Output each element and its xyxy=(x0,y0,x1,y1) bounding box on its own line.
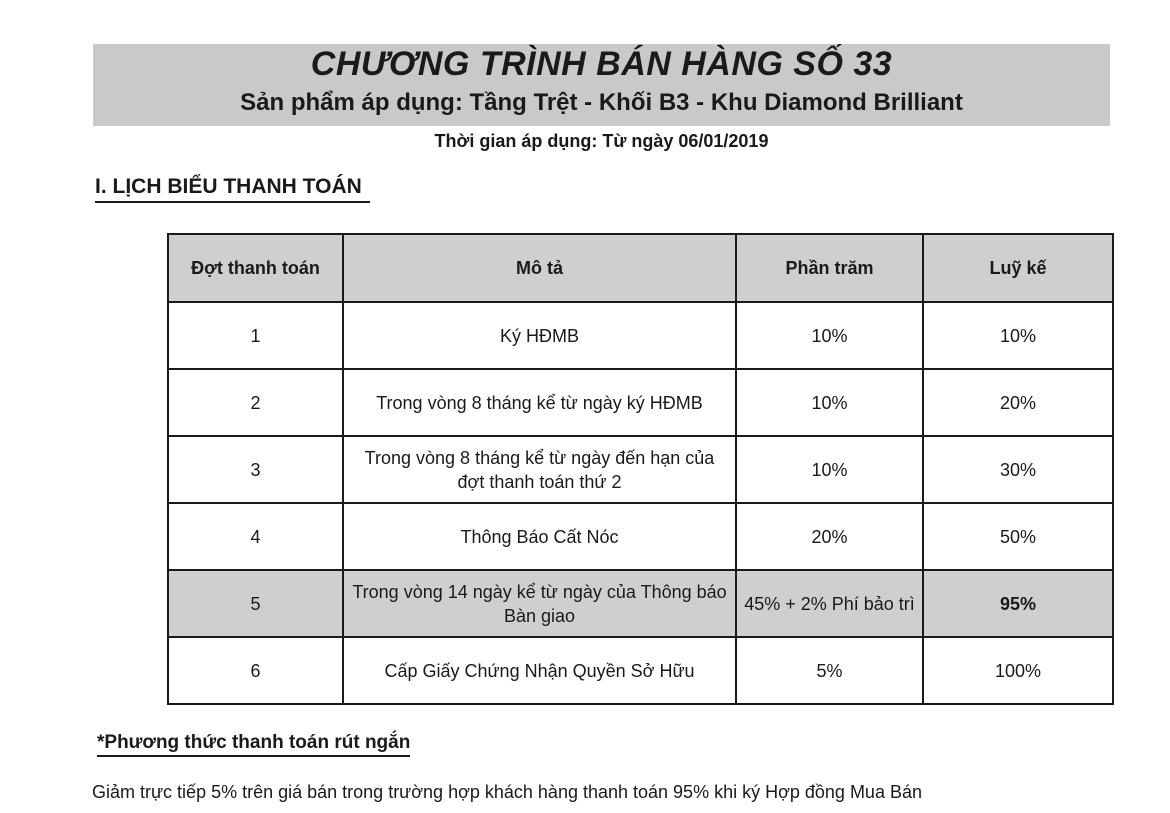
cell-description: Cấp Giấy Chứng Nhận Quyền Sở Hữu xyxy=(343,637,736,704)
cell-installment: 5 xyxy=(168,570,343,637)
document-title: CHƯƠNG TRÌNH BÁN HÀNG SỐ 33 xyxy=(310,45,893,83)
application-period: Thời gian áp dụng: Từ ngày 06/01/2019 xyxy=(434,131,769,151)
header-installment: Đợt thanh toán xyxy=(168,234,343,302)
cell-installment: 4 xyxy=(168,503,343,570)
header-percent: Phần trăm xyxy=(736,234,923,302)
payment-schedule-table xyxy=(167,233,1114,705)
cell-cumulative: 10% xyxy=(923,302,1113,369)
section-heading: I. LỊCH BIỂU THANH TOÁN xyxy=(95,173,370,203)
table-header-row xyxy=(168,234,1113,302)
cell-description: Ký HĐMB xyxy=(343,302,736,369)
cell-installment: 3 xyxy=(168,436,343,503)
note-heading: *Phương thức thanh toán rút ngắn xyxy=(97,731,410,757)
cell-description: Trong vòng 8 tháng kể từ ngày ký HĐMB xyxy=(343,369,736,436)
cell-percent: 20% xyxy=(736,503,923,570)
cell-percent: 5% xyxy=(736,637,923,704)
table-row xyxy=(168,302,1113,369)
note-text: Giảm trực tiếp 5% trên giá bán trong trường hợp khách hàng thanh toán 95% khi ký Hợp đồng Mua Bán xyxy=(92,782,922,802)
header-cumulative: Luỹ kế xyxy=(923,234,1113,302)
cell-cumulative: 95% xyxy=(923,570,1113,637)
table-row xyxy=(168,503,1113,570)
cell-percent: 10% xyxy=(736,436,923,503)
cell-installment: 6 xyxy=(168,637,343,704)
cell-cumulative: 100% xyxy=(923,637,1113,704)
table-row-highlighted xyxy=(168,570,1113,637)
cell-percent: 10% xyxy=(736,369,923,436)
cell-description: Trong vòng 8 tháng kể từ ngày đến hạn của đợt thanh toán thứ 2 xyxy=(343,436,736,503)
cell-percent: 45% + 2% Phí bảo trì xyxy=(736,570,923,637)
table-row xyxy=(168,369,1113,436)
table-row xyxy=(168,637,1113,704)
cell-cumulative: 50% xyxy=(923,503,1113,570)
document-subtitle: Sản phẩm áp dụng: Tầng Trệt - Khối B3 - Khu Diamond Brilliant xyxy=(240,89,963,116)
cell-description: Trong vòng 14 ngày kể từ ngày của Thông báo Bàn giao xyxy=(343,570,736,637)
cell-description: Thông Báo Cất Nóc xyxy=(343,503,736,570)
header-description: Mô tả xyxy=(343,234,736,302)
cell-installment: 2 xyxy=(168,369,343,436)
table-row xyxy=(168,436,1113,503)
cell-installment: 1 xyxy=(168,302,343,369)
cell-percent: 10% xyxy=(736,302,923,369)
cell-cumulative: 30% xyxy=(923,436,1113,503)
cell-cumulative: 20% xyxy=(923,369,1113,436)
